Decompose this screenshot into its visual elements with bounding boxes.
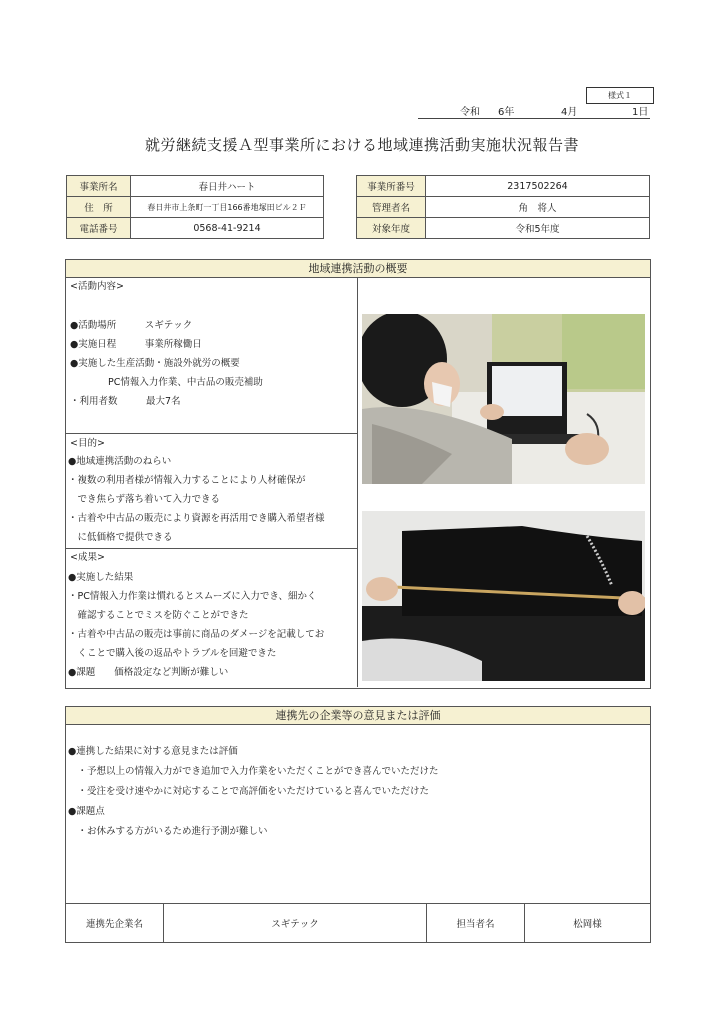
partner-company-label: 連携先企業名 [66,904,164,943]
date-day: 1日 [632,107,649,118]
activity-line: ●活動場所 スギテック [70,320,193,331]
purpose-line: ・古着や中古品の販売により資源を再活用でき購入希望者様 [68,513,325,524]
facility-name-value: 春日井ハート [131,176,324,197]
activity-photo-garment-measure [362,511,645,681]
contact-person-value: 松岡様 [525,904,651,943]
activity-heading: <活動内容> [70,281,124,292]
partner-company-value: スギテック [164,904,427,943]
phone-label: 電話番号 [67,218,131,239]
activity-line: ・利用者数 最大7名 [70,396,181,407]
overview-divider [357,277,358,687]
date-month: 4月 [561,107,578,118]
result-content [68,568,324,682]
evaluation-line: ・受注を受け速やかに対応することで高評価をいただけていると喜んでいただけた [68,786,430,797]
page-title: 就労継続支援Ａ型事業所における地域連携活動実施状況報告書 [144,136,579,154]
activity-line: ●実施した生産活動・施設外就労の概要 [70,358,240,369]
facility-number-value: 2317502264 [426,176,650,197]
result-heading: <成果> [70,552,105,563]
purpose-heading: <目的> [70,438,105,449]
result-line: ・古着や中古品の販売は事前に商品のダメージを記載してお [68,629,325,640]
result-line: くことで購入後の返品やトラブルを回避できた [68,648,277,659]
activity-line: PC情報入力作業、中古品の販売補助 [70,377,263,388]
facility-name-label: 事業所名 [67,176,131,197]
result-line: ・PC情報入力作業は慣れるとスムーズに入力でき、細かく [68,591,317,602]
activity-photo-pc-work [362,314,645,484]
address-label: 住 所 [67,197,131,218]
form-number-tag: 様式１ [586,87,654,104]
facility-number-label: 事業所番号 [357,176,426,197]
purpose-content [68,452,325,547]
result-line: 確認することでミスを防ぐことができた [68,610,249,621]
facility-info-table [66,175,324,239]
date-year: 6年 [498,107,515,118]
evaluation-line: ・予想以上の情報入力ができ追加で入力作業をいただくことができ喜んでいただけた [68,766,439,777]
evaluation-line: ・お休みする方がいるため進行予測が難しい [68,826,268,837]
evaluation-content [68,742,439,842]
manager-value: 角 将人 [426,197,650,218]
target-year-label: 対象年度 [357,218,426,239]
purpose-line: ●地域連携活動のねらい [68,456,172,467]
address-value: 春日井市上条町一丁目166番地塚田ビル２Ｆ [131,197,324,218]
evaluation-header: 連携先の企業等の意見または評価 [65,706,651,725]
result-line: ●課題 価格設定など判断が難しい [68,667,229,678]
target-year-value: 令和5年度 [426,218,650,239]
purpose-line: ・複数の利用者様が情報入力することにより人材確保が [68,475,306,486]
result-line: ●実施した結果 [68,572,134,583]
phone-value: 0568-41-9214 [131,218,324,239]
manager-info-table [356,175,650,239]
overview-header: 地域連携活動の概要 [65,259,651,278]
purpose-divider [65,433,357,434]
purpose-line: に低価格で提供できる [68,532,173,543]
report-date [418,102,650,119]
evaluation-line: ●連携した結果に対する意見または評価 [68,746,238,757]
date-era: 令和 [460,107,480,118]
partner-company-table [65,903,651,943]
activity-content [70,316,263,411]
manager-label: 管理者名 [357,197,426,218]
evaluation-line: ●課題点 [68,806,105,817]
result-divider [65,548,357,549]
purpose-line: でき焦らず落ち着いて入力できる [68,494,221,505]
contact-person-label: 担当者名 [427,904,525,943]
activity-line: ●実施日程 事業所稼働日 [70,339,202,350]
